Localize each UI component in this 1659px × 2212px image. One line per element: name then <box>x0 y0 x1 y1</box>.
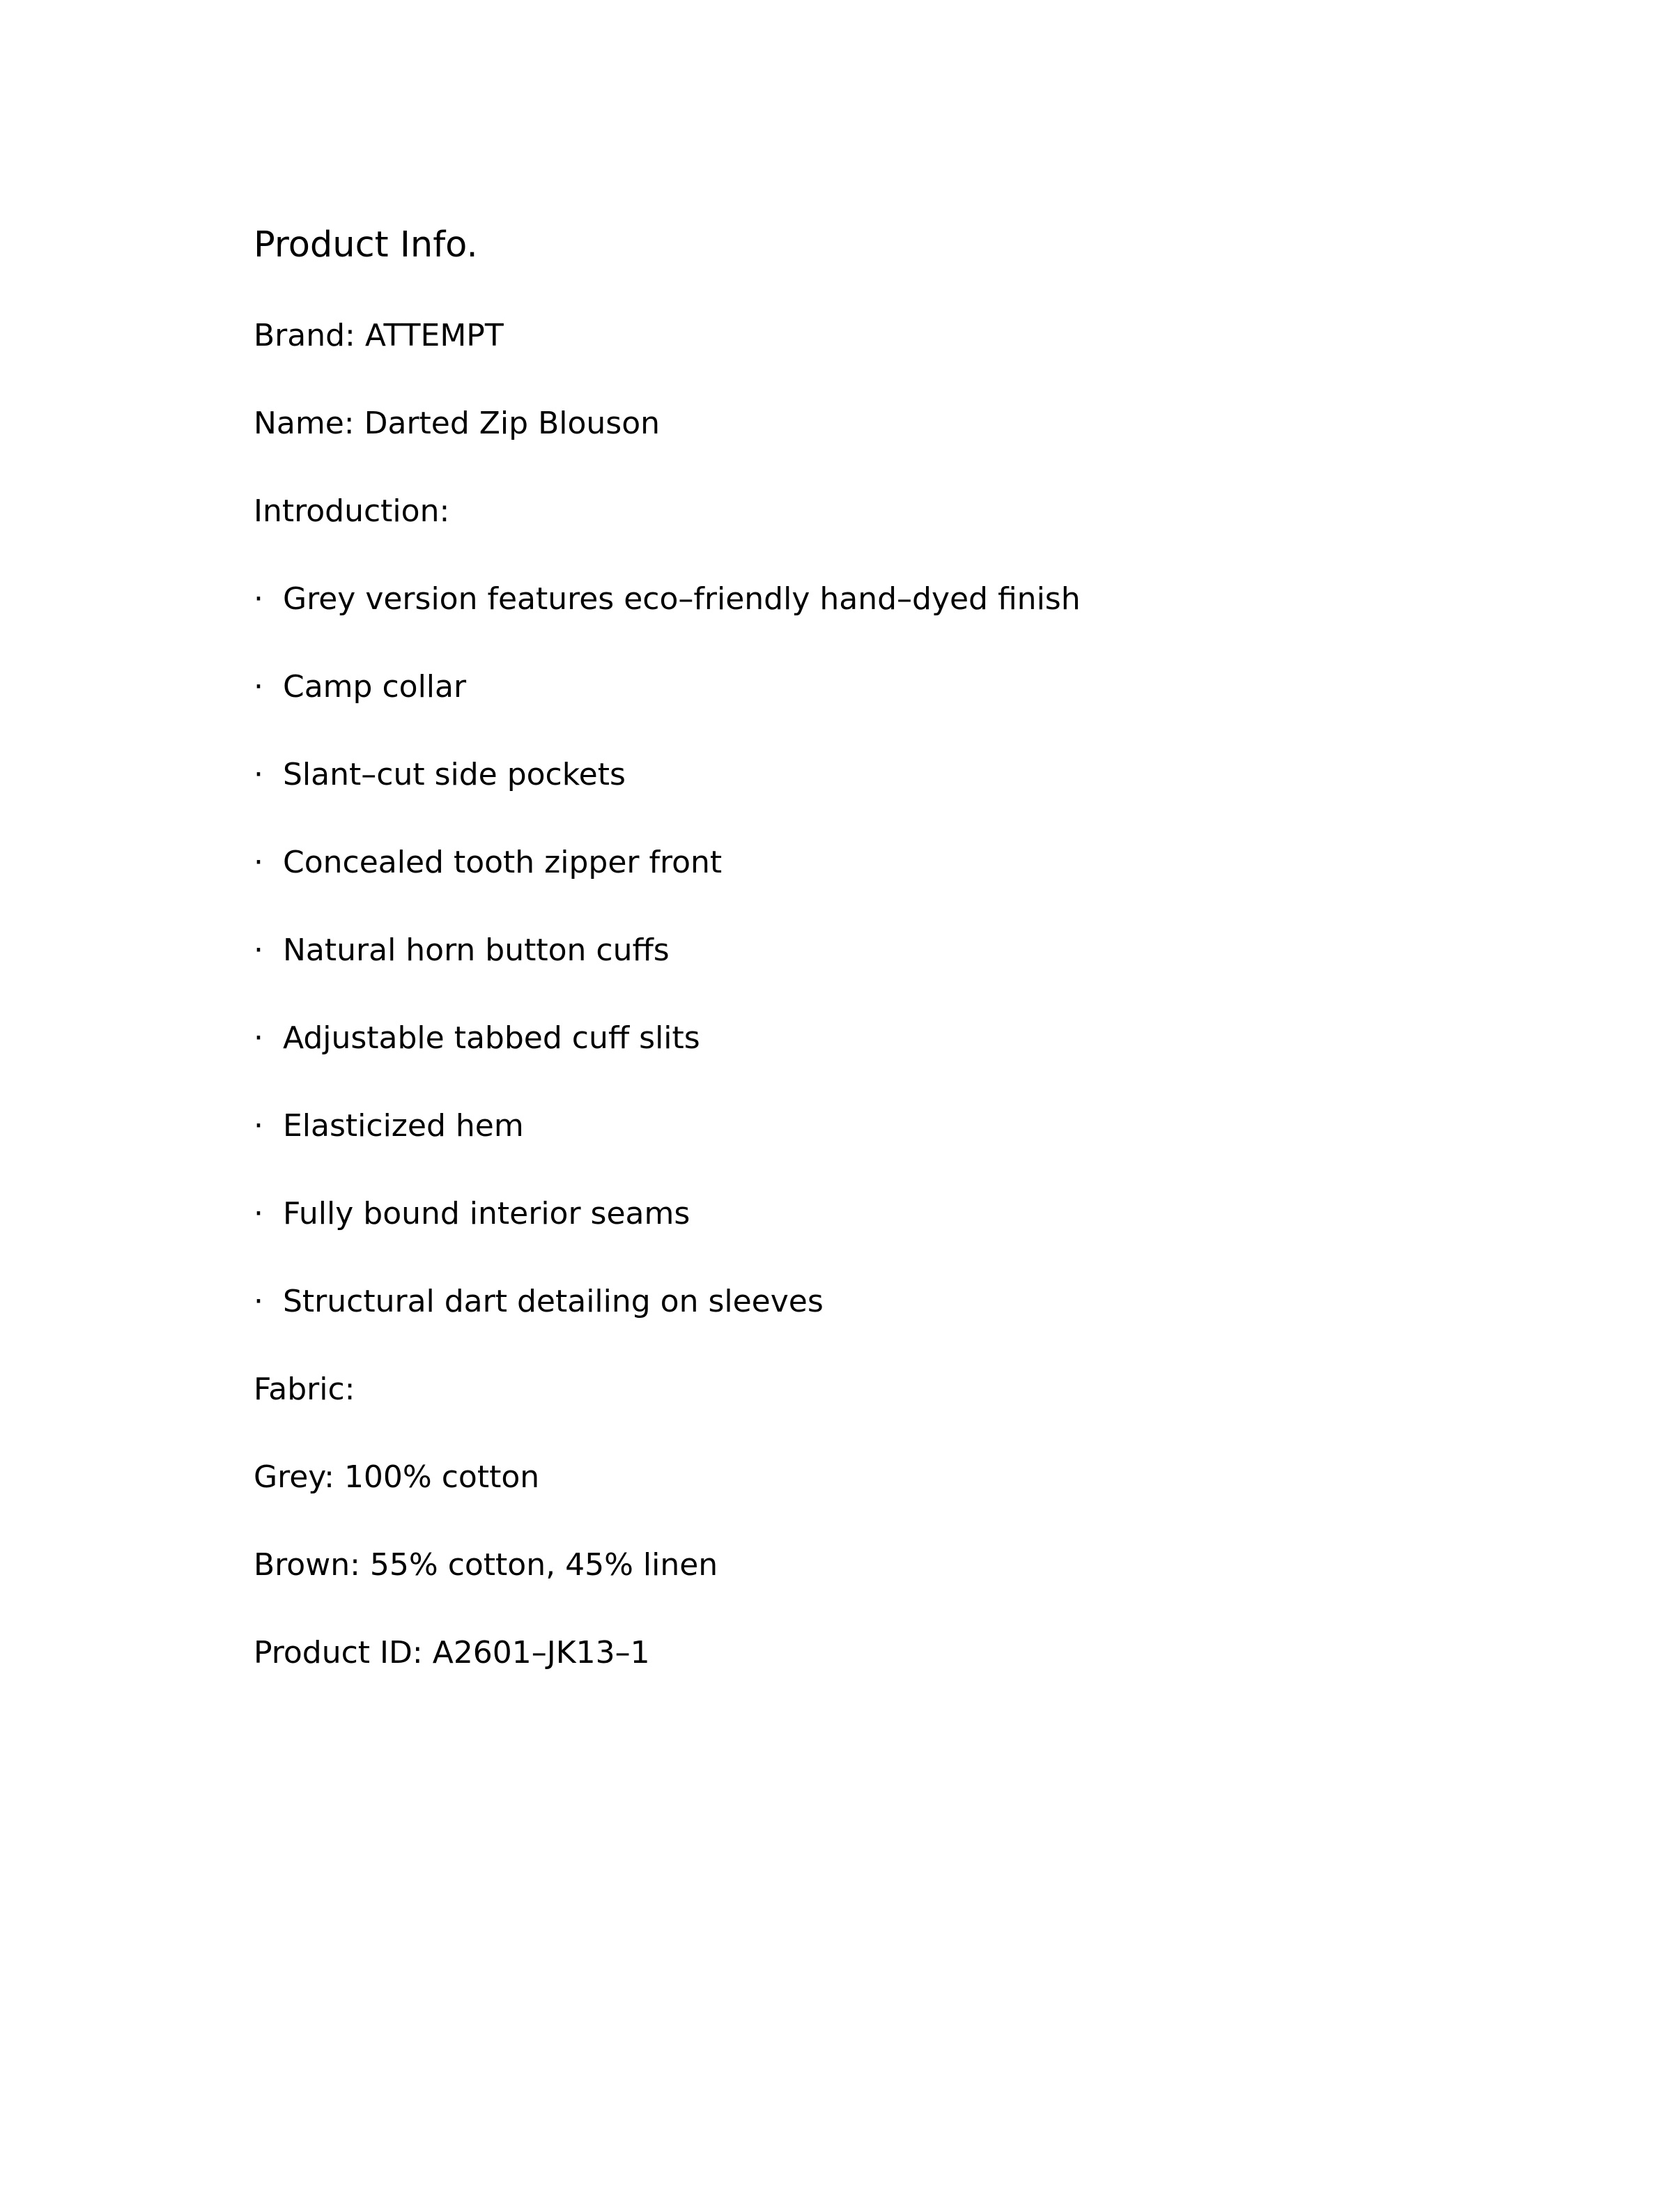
feature-item <box>254 669 467 705</box>
feature-item <box>254 932 670 968</box>
feature-text: Structural dart detailing on sleeves <box>283 1284 824 1319</box>
feature-text: Concealed tooth zipper front <box>283 845 723 880</box>
feature-item <box>254 1020 700 1056</box>
feature-text: Slant–cut side pockets <box>283 757 626 792</box>
brand-line: Brand: ATTEMPT <box>254 318 504 353</box>
feature-text: Natural horn button cuffs <box>283 932 670 968</box>
bullet-icon: · <box>254 757 263 792</box>
bullet-icon: · <box>254 845 263 880</box>
fabric-grey-line: Grey: 100% cotton <box>254 1459 540 1495</box>
fabric-label: Fabric: <box>254 1372 355 1407</box>
feature-text: Fully bound interior seams <box>283 1196 690 1231</box>
fabric-brown-line: Brown: 55% cotton, 45% linen <box>254 1547 718 1583</box>
bullet-icon: · <box>254 669 263 705</box>
name-line: Name: Darted Zip Blouson <box>254 406 661 441</box>
bullet-icon: · <box>254 1020 263 1056</box>
feature-item <box>254 1284 824 1319</box>
bullet-icon: · <box>254 581 263 617</box>
feature-text: Adjustable tabbed cuff slits <box>283 1020 700 1056</box>
feature-item <box>254 1196 690 1231</box>
page-title: Product Info. <box>254 224 478 266</box>
feature-item <box>254 847 722 878</box>
product-id-line: Product ID: A2601–JK13–1 <box>254 1635 650 1670</box>
feature-item <box>254 581 1081 617</box>
introduction-label: Introduction: <box>254 493 450 529</box>
feature-text: Elasticized hem <box>283 1108 524 1144</box>
feature-item <box>254 757 626 792</box>
bullet-icon: · <box>254 932 263 968</box>
bullet-icon: · <box>254 1108 263 1144</box>
feature-text: Camp collar <box>283 669 467 705</box>
bullet-icon: · <box>254 1284 263 1319</box>
bullet-icon: · <box>254 1196 263 1231</box>
feature-item <box>254 1108 524 1144</box>
feature-text: Grey version features eco–friendly hand–dyed finish <box>283 581 1081 617</box>
